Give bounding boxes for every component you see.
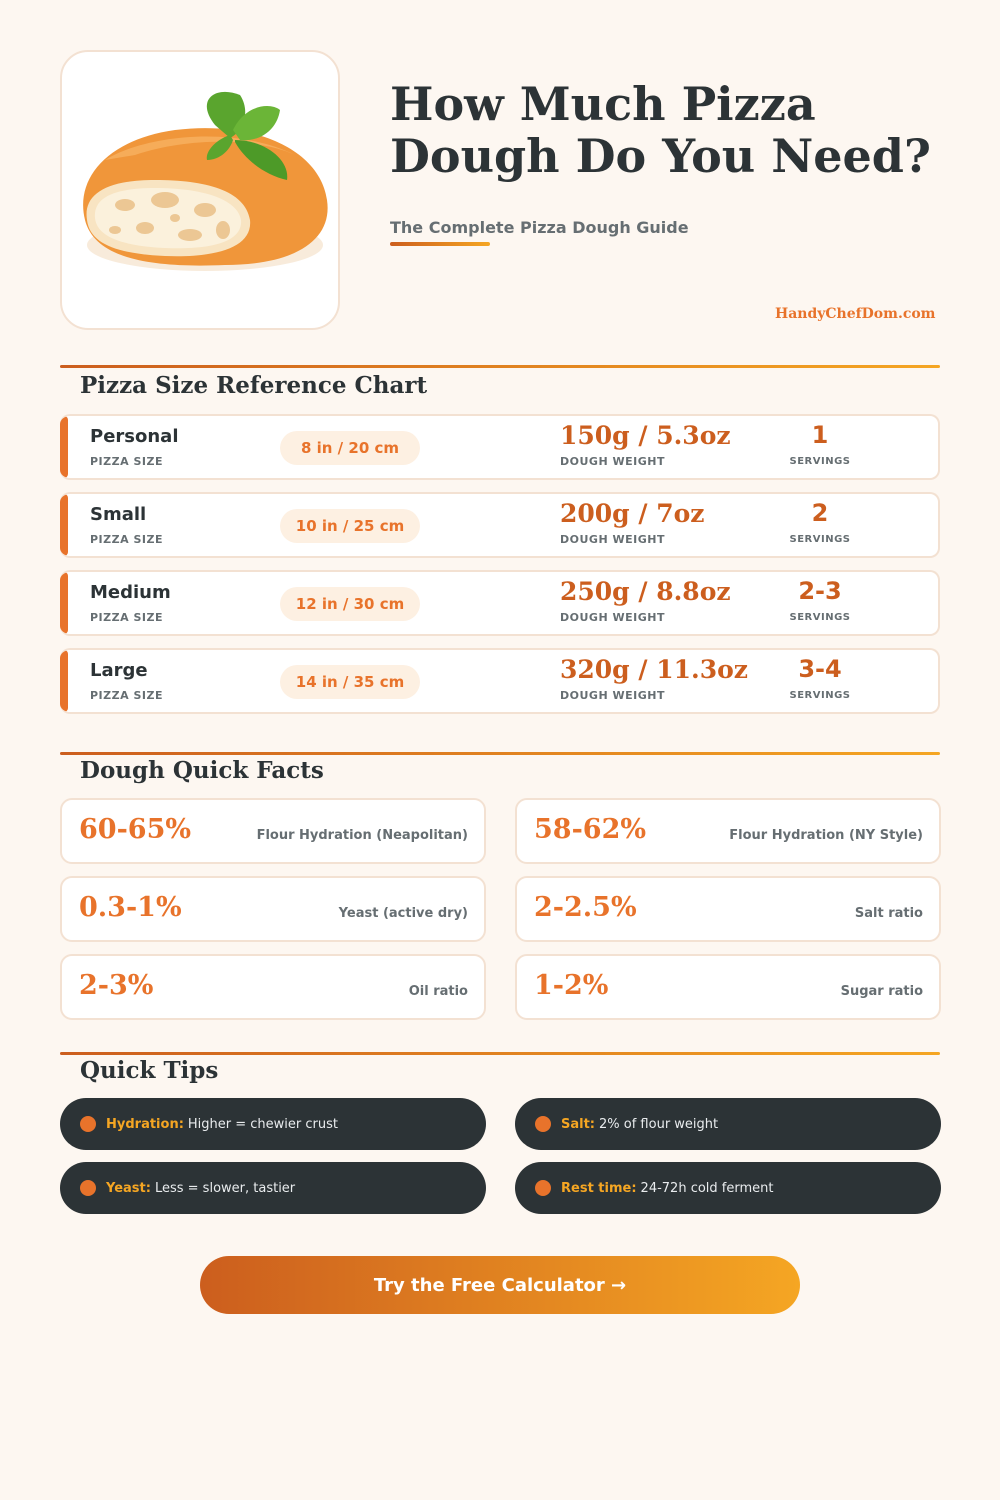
fact-card (515, 876, 941, 942)
row-accent-bar (60, 494, 68, 556)
diameter-pill: 12 in / 30 cm (280, 587, 420, 621)
fact-label: Flour Hydration (Neapolitan) (256, 828, 468, 843)
dough-weight-label: DOUGH WEIGHT (560, 611, 665, 624)
tip-key: Yeast: (106, 1180, 151, 1196)
fact-value: 2-2.5% (534, 892, 637, 923)
tip-text: 24-72h cold ferment (640, 1180, 774, 1196)
dough-weight-label: DOUGH WEIGHT (560, 455, 665, 468)
tip-text: Less = slower, tastier (154, 1180, 296, 1196)
section-divider (60, 752, 940, 755)
bullet-dot-icon (535, 1180, 551, 1196)
size-label: PIZZA SIZE (90, 611, 163, 624)
fact-card (60, 954, 486, 1020)
fact-card (515, 954, 941, 1020)
row-accent-bar (60, 416, 68, 478)
page-subtitle: The Complete Pizza Dough Guide (390, 218, 689, 237)
servings-label: SERVINGS (789, 612, 851, 623)
dough-weight-value: 200g / 7oz (560, 499, 705, 528)
size-label: PIZZA SIZE (90, 689, 163, 702)
size-name: Small (90, 504, 147, 525)
page-title: How Much Pizza Dough Do You Need? (390, 77, 931, 183)
bullet-dot-icon (80, 1180, 96, 1196)
size-chart-title: Pizza Size Reference Chart (80, 372, 428, 399)
fact-label: Salt ratio (854, 906, 923, 921)
size-row-personal (60, 414, 940, 480)
size-label: PIZZA SIZE (90, 455, 163, 468)
quick-facts-title: Dough Quick Facts (80, 757, 324, 784)
brand-link[interactable]: HandyChefDom.com (775, 306, 936, 322)
fact-value: 58-62% (534, 814, 647, 845)
tip-pill (60, 1098, 486, 1150)
servings-value: 1 (811, 421, 829, 449)
tip-key: Salt: (561, 1116, 596, 1132)
dough-weight-value: 150g / 5.3oz (560, 421, 731, 450)
row-accent-bar (60, 650, 68, 712)
size-name: Large (90, 660, 148, 681)
fact-card (60, 876, 486, 942)
fact-value: 0.3-1% (79, 892, 182, 923)
size-label: PIZZA SIZE (90, 533, 163, 546)
fact-label: Yeast (active dry) (338, 906, 468, 921)
tip-key: Rest time: (561, 1180, 637, 1196)
diameter-pill: 10 in / 25 cm (280, 509, 420, 543)
quick-tips-title: Quick Tips (80, 1057, 219, 1084)
size-name: Personal (90, 426, 179, 447)
size-row-medium (60, 570, 940, 636)
servings-label: SERVINGS (789, 456, 851, 467)
dough-weight-value: 320g / 11.3oz (560, 655, 748, 684)
fact-value: 2-3% (79, 970, 154, 1001)
diameter-pill: 8 in / 20 cm (280, 431, 420, 465)
servings-label: SERVINGS (789, 534, 851, 545)
size-row-small (60, 492, 940, 558)
size-name: Medium (90, 582, 171, 603)
hero-image-card (60, 50, 340, 330)
servings-label: SERVINGS (789, 690, 851, 701)
tip-key: Hydration: (106, 1116, 184, 1132)
subtitle-underline (390, 242, 490, 246)
section-divider (60, 365, 940, 368)
fact-card (60, 798, 486, 864)
tip-text: Higher = chewier crust (187, 1116, 338, 1132)
bullet-dot-icon (535, 1116, 551, 1132)
section-divider (60, 1052, 940, 1055)
fact-label: Sugar ratio (840, 984, 923, 999)
tip-pill (60, 1162, 486, 1214)
dough-ball-icon (65, 80, 335, 300)
fact-value: 60-65% (79, 814, 192, 845)
tip-text: 2% of flour weight (599, 1116, 719, 1132)
bullet-dot-icon (80, 1116, 96, 1132)
tip-pill (515, 1098, 941, 1150)
dough-weight-value: 250g / 8.8oz (560, 577, 731, 606)
fact-label: Oil ratio (408, 984, 468, 999)
calculator-cta-button[interactable]: Try the Free Calculator → (200, 1256, 800, 1314)
fact-label: Flour Hydration (NY Style) (729, 828, 923, 843)
diameter-pill: 14 in / 35 cm (280, 665, 420, 699)
servings-value: 2 (811, 499, 829, 527)
dough-weight-label: DOUGH WEIGHT (560, 533, 665, 546)
fact-card (515, 798, 941, 864)
row-accent-bar (60, 572, 68, 634)
tip-pill (515, 1162, 941, 1214)
servings-value: 3-4 (798, 655, 842, 683)
dough-weight-label: DOUGH WEIGHT (560, 689, 665, 702)
servings-value: 2-3 (798, 577, 842, 605)
fact-value: 1-2% (534, 970, 609, 1001)
size-row-large (60, 648, 940, 714)
